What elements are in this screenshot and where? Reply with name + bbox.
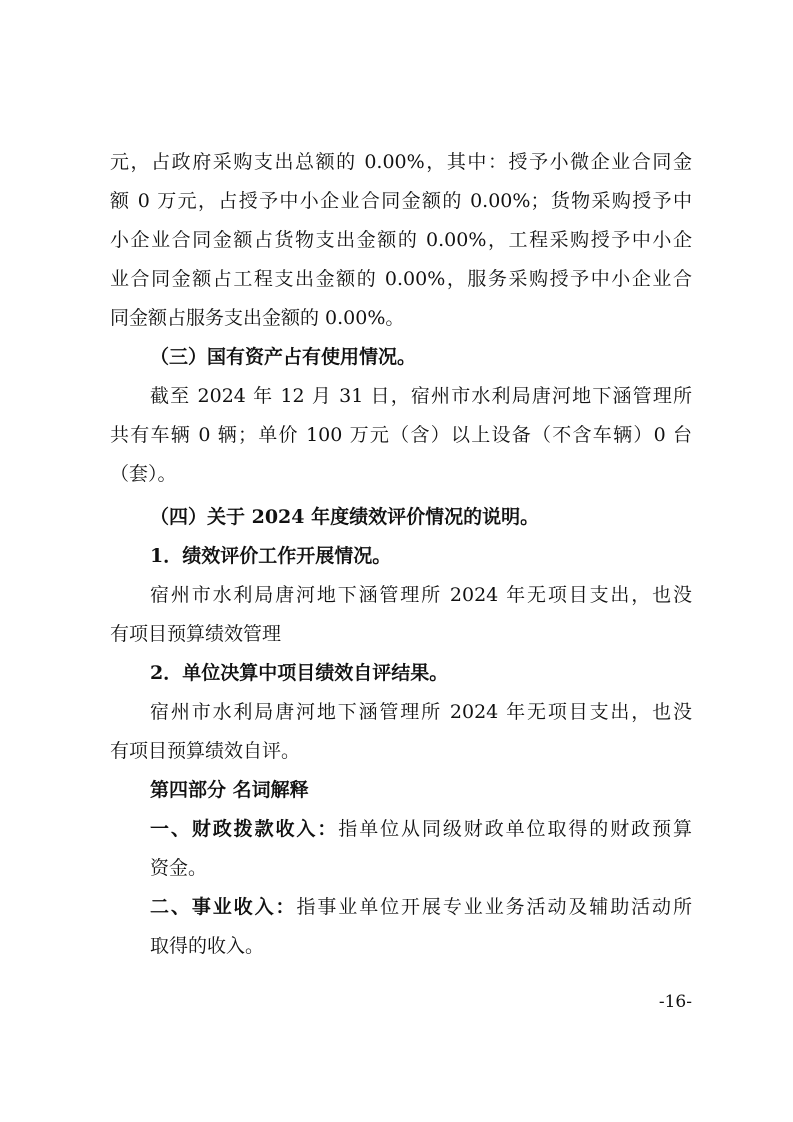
subheading-self-evaluation: 2．单位决算中项目绩效自评结果。 [150,662,449,684]
paragraph-procurement-line-3: 小企业合同金额占货物支出金额的 0.00%，工程采购授予中小企 [110,229,692,251]
paragraph-procurement-line-1: 元，占政府采购支出总额的 0.00%，其中：授予小微企业合同金 [110,151,692,173]
paragraph-assets-line-3: （套）。 [110,463,177,485]
subheading-evaluation-work: 1．绩效评价工作开展情况。 [150,545,392,567]
definition-text-business-income: 指事业单位开展专业业务活动及辅助活动所 [296,896,692,918]
paragraph-assets-line-1: 截至 2024 年 12 月 31 日，宿州市水利局唐河地下涵管理所 [150,385,692,407]
definition-fiscal-allocation-line-2: 资金。 [150,857,208,879]
definition-business-income-line-2: 取得的收入。 [150,935,265,957]
definition-fiscal-allocation-line-1 [150,814,692,844]
section-heading-performance: （四）关于 2024 年度绩效评价情况的说明。 [150,506,540,528]
paragraph-procurement-line-4: 业合同金额占工程支出金额的 0.00%，服务采购授予中小企业合 [110,268,692,290]
definition-term-business-income: 二、事业收入： [150,896,297,918]
section-heading-state-assets: （三）国有资产占有使用情况。 [150,346,417,368]
paragraph-evaluation-line-1: 宿州市水利局唐河地下涵管理所 2024 年无项目支出，也没 [150,584,692,606]
paragraph-procurement-line-5: 同金额占服务支出金额的 0.00%。 [110,307,405,329]
paragraph-evaluation-line-2: 有项目预算绩效管理 [110,623,282,645]
paragraph-procurement-line-2: 额 0 万元，占授予中小企业合同金额的 0.00%；货物采购授予中 [110,190,692,212]
paragraph-assets-line-2: 共有车辆 0 辆；单价 100 万元（含）以上设备（不含车辆）0 台 [110,424,692,446]
definition-term-fiscal-allocation: 一、财政拨款收入： [150,818,339,840]
definition-business-income-line-1 [150,892,692,922]
paragraph-self-evaluation-line-2: 有项目预算绩效自评。 [110,740,301,762]
page-number: -16- [658,992,692,1012]
part-heading-glossary: 第四部分 名词解释 [150,779,309,801]
definition-text-fiscal-allocation: 指单位从同级财政单位取得的财政预算 [338,818,692,840]
paragraph-self-evaluation-line-1: 宿州市水利局唐河地下涵管理所 2024 年无项目支出，也没 [150,701,692,723]
